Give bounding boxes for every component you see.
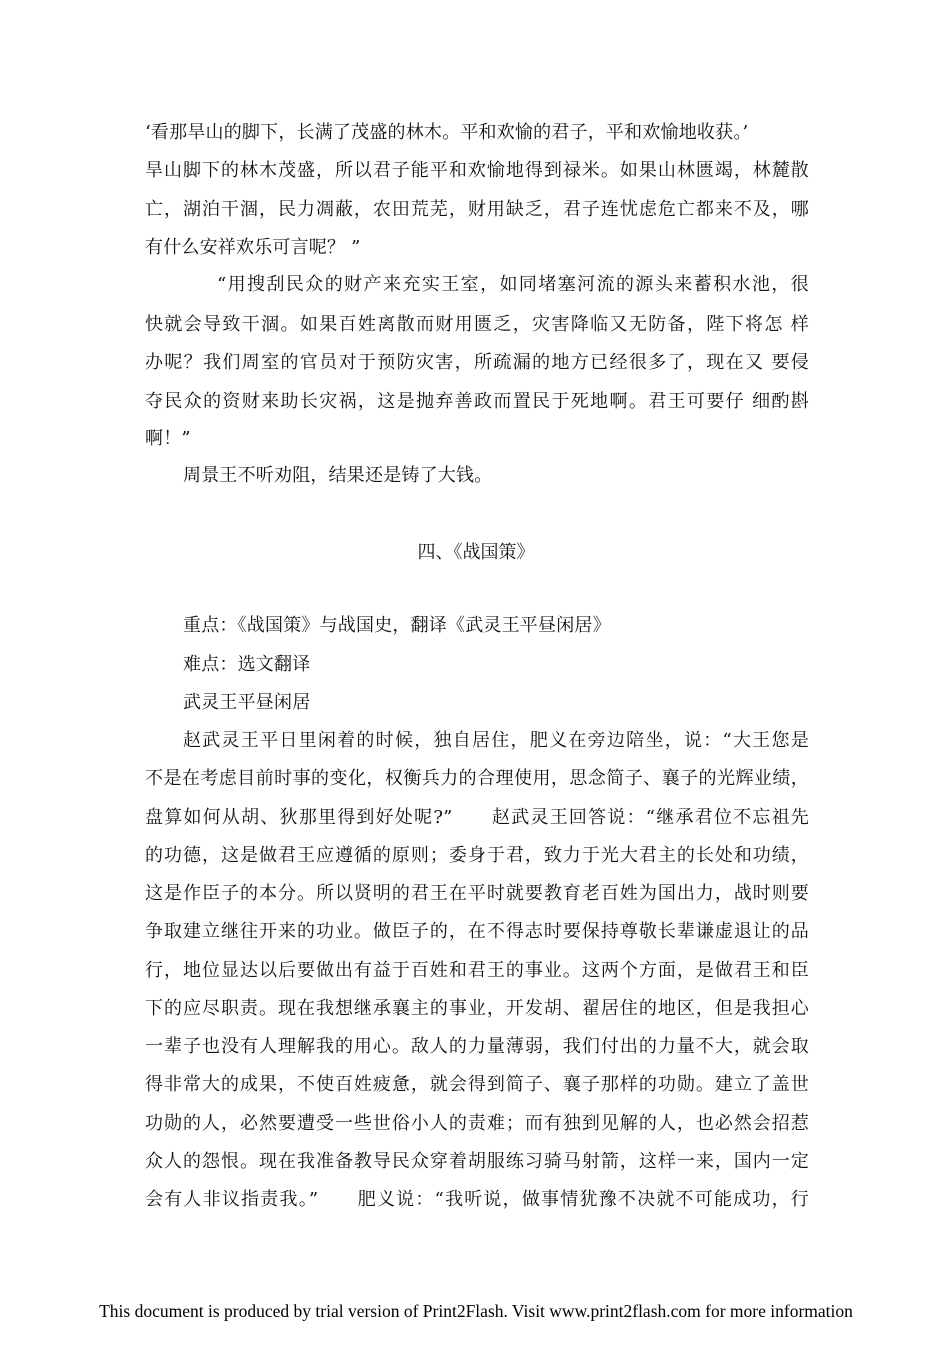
- text-line: 旱山脚下的林木茂盛，所以君子能平和欢愉地得到禄米。如果山林匮竭，林麓散: [145, 160, 809, 181]
- difficulties: 难点：选文翻译: [183, 654, 311, 675]
- text-line: 众人的怨恨。现在我准备教导民众穿着胡服练习骑马射箭，这样一来，国内一定: [145, 1151, 809, 1172]
- text-line: 盘算如何从胡、狄那里得到好处呢?” 赵武灵王回答说：“继承君位不忘祖先: [145, 807, 809, 828]
- text-line: 不是在考虑目前时事的变化，权衡兵力的合理使用，思念简子、襄子的光辉业绩，: [145, 768, 809, 789]
- text-line: ‘看那旱山的脚下，长满了茂盛的林木。平和欢愉的君子，平和欢愉地收获。’: [145, 122, 749, 143]
- text-line: 这是作臣子的本分。所以贤明的君王在平时就要教育老百姓为国出力，战时则要: [145, 883, 809, 904]
- trial-version-footer: This document is produced by trial version of Print2Flash. Visit www.print2flash.com for more information: [99, 1301, 853, 1321]
- text-line: 下的应尽职责。现在我想继承襄主的事业，开发胡、翟居住的地区，但是我担心: [145, 998, 809, 1019]
- text-line: 功勋的人，必然要遭受一些世俗小人的责难；而有独到见解的人，也必然会招惹: [145, 1113, 809, 1134]
- text-line: 会有人非议指责我。” 肥义说：“我听说，做事情犹豫不决就不可能成功，行: [145, 1189, 809, 1210]
- text-line: 的功德，这是做君王应遵循的原则；委身于君，致力于光大君主的长处和功绩，: [145, 845, 809, 866]
- text-line: 有什么安祥欢乐可言呢？ ”: [145, 237, 361, 258]
- text-line: 争取建立继往开来的功业。做臣子的，在不得志时要保持尊敬长辈谦虚退让的品: [145, 921, 809, 942]
- text-line: 快就会导致干涸。如果百姓离散而财用匮乏，灾害降临又无防备，陛下将怎 样: [145, 314, 809, 335]
- text-line: 一辈子也没有人理解我的用心。敌人的力量薄弱，我们付出的力量不大，就会取: [145, 1036, 809, 1057]
- text-line: “用搜刮民众的财产来充实王室，如同堵塞河流的源头来蓄积水池，很: [217, 274, 809, 295]
- text-line: 亡，湖泊干涸，民力凋蔽，农田荒芜，财用缺乏，君子连忧虑危亡都来不及，哪: [145, 199, 809, 220]
- text-line: 得非常大的成果，不使百姓疲惫，就会得到简子、襄子那样的功勋。建立了盖世: [145, 1074, 809, 1095]
- text-line: 办呢？我们周室的官员对于预防灾害，所疏漏的地方已经很多了，现在又 要侵: [145, 352, 809, 373]
- text-line: 啊！”: [145, 428, 191, 449]
- text-line: 赵武灵王平日里闲着的时候，独自居住，肥义在旁边陪坐，说：“大王您是: [183, 730, 809, 751]
- section-heading: 四、《战国策》: [417, 542, 535, 563]
- text-line: 夺民众的资财来助长灾祸，这是抛弃善政而置民于死地啊。君王可要仔 细酌斟: [145, 391, 809, 412]
- key-points: 重点：《战国策》与战国史，翻译《武灵王平昼闲居》: [183, 615, 611, 636]
- text-line: 行，地位显达以后要做出有益于百姓和君王的事业。这两个方面，是做君王和臣: [145, 960, 809, 981]
- selection-title: 武灵王平昼闲居: [183, 692, 311, 713]
- paragraph-3: 周景王不听劝阻，结果还是铸了大钱。: [183, 465, 493, 486]
